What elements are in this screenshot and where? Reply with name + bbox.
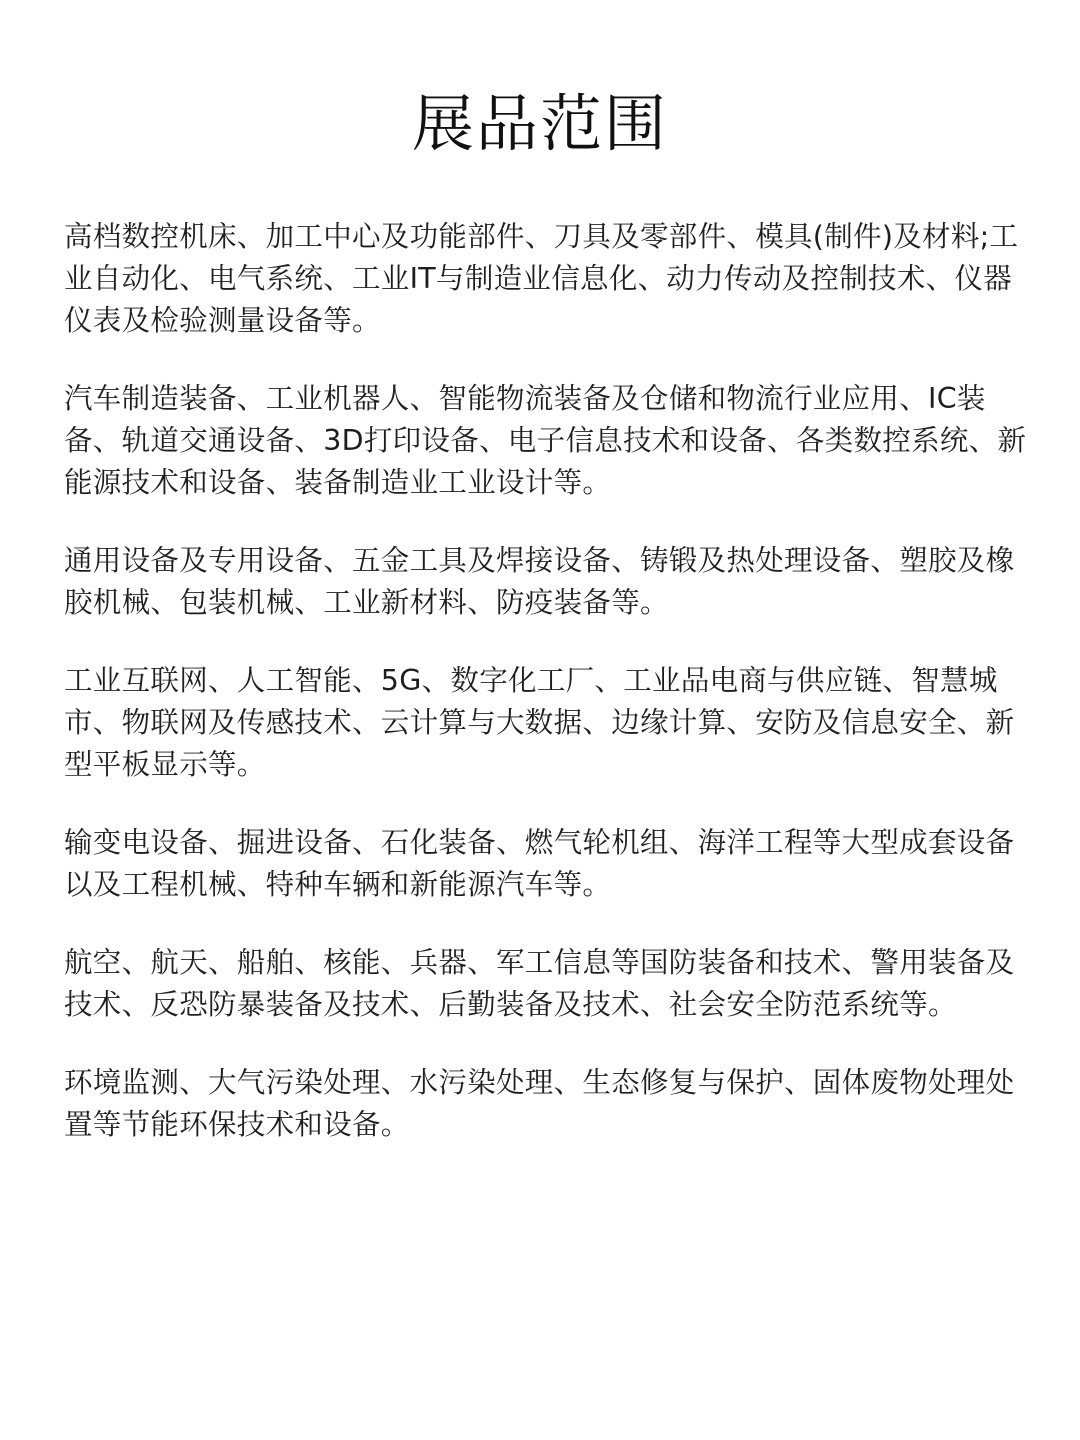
paragraph-defense: 航空、航天、船舶、核能、兵器、军工信息等国防装备和技术、警用装备及技术、反恐防暴装备及技术、后勤装备及技术、社会安全防范系统等。 [64, 946, 1015, 1021]
paragraph-machine-tools: 高档数控机床、加工中心及功能部件、刀具及零部件、模具(制件)及材料;工业自动化、电气系统、工业IT与制造业信息化、动力传动及控制技术、仪器仪表及检验测量设备等。 [64, 220, 1019, 337]
paragraph-environmental: 环境监测、大气污染处理、水污染处理、生态修复与保护、固体废物处理处置等节能环保技术和设备。 [64, 1066, 1015, 1141]
paragraph-general-equipment: 通用设备及专用设备、五金工具及焊接设备、铸锻及热处理设备、塑胶及橡胶机械、包装机械、工业新材料、防疫装备等。 [64, 544, 1015, 619]
paragraph-industrial-internet: 工业互联网、人工智能、5G、数字化工厂、工业品电商与供应链、智慧城市、物联网及传感技术、云计算与大数据、边缘计算、安防及信息安全、新型平板显示等。 [64, 664, 1015, 781]
paragraph-automotive-robotics: 汽车制造装备、工业机器人、智能物流装备及仓储和物流行业应用、IC装备、轨道交通设备、3D打印设备、电子信息技术和设备、各类数控系统、新能源技术和设备、装备制造业工业设计等。 [64, 382, 1027, 499]
paragraph-heavy-equipment: 输变电设备、掘进设备、石化装备、燃气轮机组、海洋工程等大型成套设备以及工程机械、特种车辆和新能源汽车等。 [64, 826, 1015, 901]
exhibit-scope-list [64, 216, 1030, 1146]
page-title: 展品范围 [411, 87, 668, 160]
